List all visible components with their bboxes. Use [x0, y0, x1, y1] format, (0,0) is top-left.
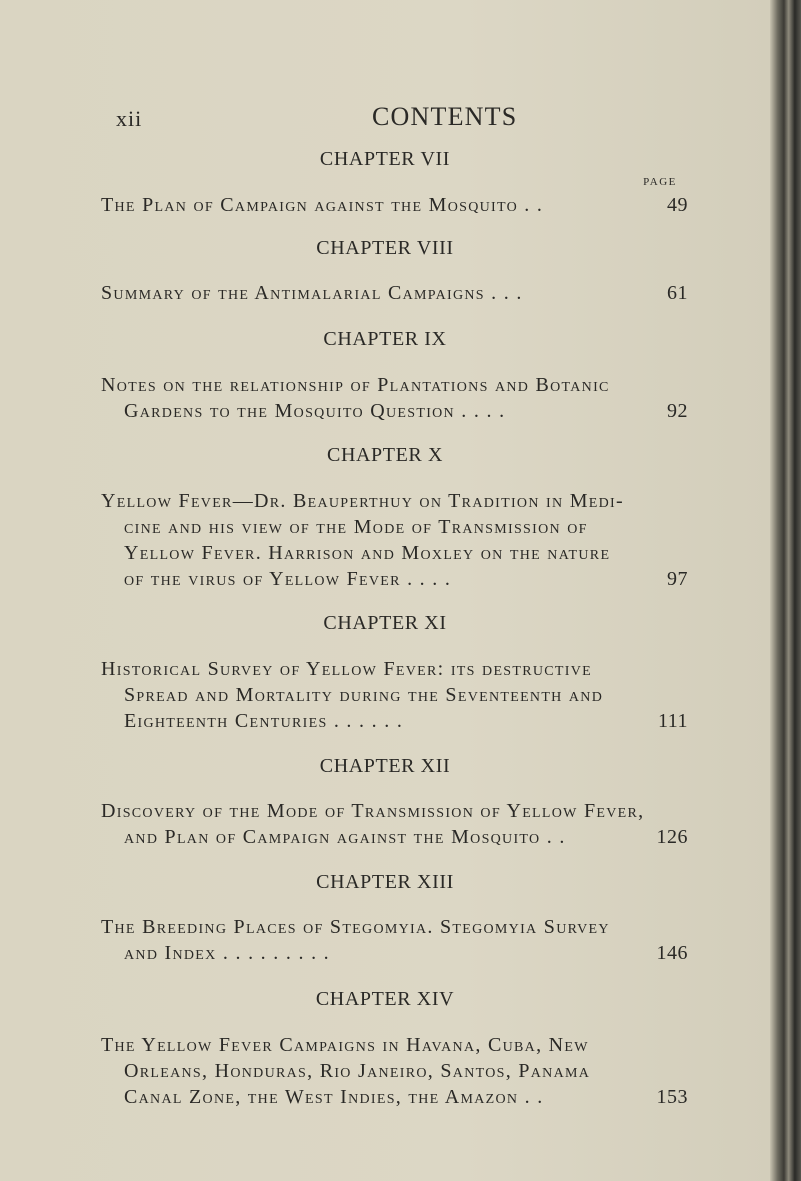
- page-folio: xii: [116, 106, 143, 131]
- chapter-title-line: of the virus of Yellow Fever . . . .: [124, 568, 452, 590]
- chapter-title-line: Gardens to the Mosquito Question . . . .: [124, 400, 506, 422]
- page-number: 97: [667, 568, 688, 590]
- chapter-heading: CHAPTER XIV: [315, 988, 455, 1010]
- page-header: [0, 100, 770, 140]
- chapter-heading: CHAPTER X: [327, 444, 443, 466]
- chapter-title-line: The Breeding Places of Stegomyia. Stegomyia Survey: [101, 916, 610, 938]
- chapter-heading: CHAPTER IX: [323, 328, 447, 350]
- chapter-title-line: Summary of the Antimalarial Campaigns . . .: [101, 282, 523, 304]
- page-number: 153: [656, 1086, 688, 1108]
- chapter-title-line: Spread and Mortality during the Seventeenth and: [124, 684, 604, 706]
- chapter-heading: CHAPTER VII: [319, 148, 451, 170]
- page-number: 61: [667, 282, 688, 304]
- chapter-heading: CHAPTER XIII: [316, 871, 454, 893]
- running-title: CONTENTS: [372, 102, 518, 131]
- chapter-title-line: and Plan of Campaign against the Mosquito . .: [124, 826, 566, 848]
- chapter-heading: CHAPTER VIII: [316, 237, 454, 259]
- chapter-title-line: and Index . . . . . . . . .: [124, 942, 330, 964]
- chapter-title-line: Discovery of the Mode of Transmission of Yellow Fever,: [101, 800, 645, 822]
- page-number: 92: [667, 400, 688, 422]
- chapter-title-line: Historical Survey of Yellow Fever: its destructive: [101, 658, 592, 680]
- chapter-title-line: Yellow Fever. Harrison and Moxley on the nature: [124, 542, 611, 564]
- page-number: 111: [657, 710, 688, 732]
- page-number: 126: [656, 826, 688, 848]
- chapter-title-line: The Yellow Fever Campaigns in Havana, Cuba, New: [101, 1034, 589, 1056]
- chapter-title-line: Notes on the relationship of Plantations and Botanic: [101, 374, 610, 396]
- page-number: 49: [667, 194, 688, 216]
- chapter-title-line: Canal Zone, the West Indies, the Amazon . .: [124, 1086, 544, 1108]
- chapter-heading: CHAPTER XI: [323, 612, 447, 634]
- book-edge-shadow: [770, 0, 801, 1181]
- chapter-title-line: The Plan of Campaign against the Mosquito . .: [101, 194, 544, 216]
- chapter-title-line: Yellow Fever—Dr. Beauperthuy on Tradition in Medi-: [101, 490, 624, 512]
- chapter-title-line: Eighteenth Centuries . . . . . .: [124, 710, 404, 732]
- chapter-title-line: cine and his view of the Mode of Transmission of: [124, 516, 588, 538]
- page-column-label: PAGE: [643, 176, 677, 188]
- page-number: 146: [656, 942, 688, 964]
- chapter-heading: CHAPTER XII: [319, 755, 451, 777]
- chapter-title-line: Orleans, Honduras, Rio Janeiro, Santos, Panama: [124, 1060, 591, 1082]
